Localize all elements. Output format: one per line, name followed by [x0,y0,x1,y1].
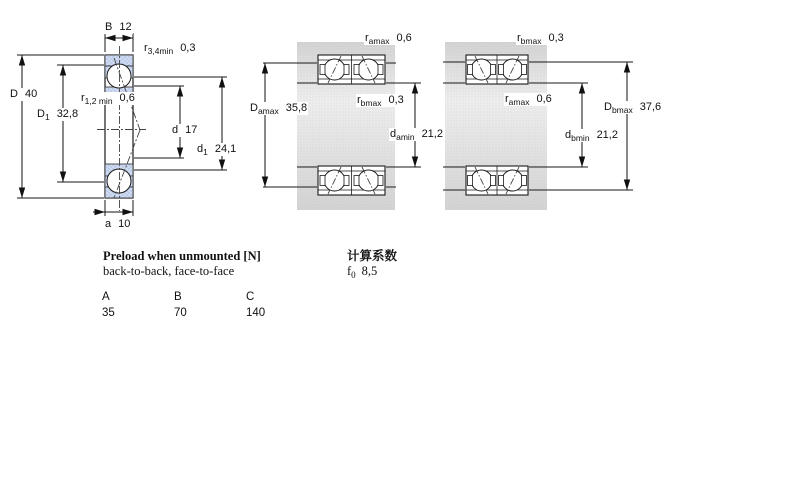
dim-label-B: B 12 [105,21,132,33]
dim-label-Damax: $D_{amax}$ 35,8 [250,102,308,116]
dim-label-r34min: $r_{3,4min}$ 0,3 [144,42,196,56]
dim-label-Dbmax: $D_{bmax}$ 37,6 [604,101,662,115]
dim-label-D: D 40 [10,88,38,100]
preload-value-c: 140 [246,307,266,319]
preload-value-b: 70 [174,307,187,319]
preload-col-a: A [102,291,110,303]
dim-label-ramax-housing: $r_{amax}$ 0,6 [505,93,552,107]
dim-label-dbmin: $d_{bmin}$ 21,2 [565,129,618,143]
dim-label-damin: $d_{amin}$ 21,2 [390,128,443,142]
dim-label-D1: $D_1$ 32,8 [37,108,79,122]
housing-abutment-figure [443,42,633,210]
calculation-factor-f0: $f_0$ 8,5 [347,264,378,280]
dim-label-ramax-shaft: $r_{amax}$ 0,6 [365,32,412,46]
preload-col-b: B [174,291,182,303]
dim-label-a: a 10 [105,218,131,230]
dim-label-r12min: $r_{1,2 min}$ 0,6 [81,92,135,106]
preload-subtitle: back-to-back, face-to-face [103,264,235,278]
preload-table-values [102,307,318,319]
preload-table-header [102,291,318,303]
dim-label-d1: $d_1$ 24,1 [197,143,237,157]
dim-label-rbmax-housing: $r_{bmax}$ 0,3 [517,32,564,46]
preload-title: Preload when unmounted [N] [103,249,261,263]
shaft-abutment-figure [263,42,421,210]
dim-label-rbmax-shaft: $r_{bmax}$ 0,3 [357,94,404,108]
preload-col-c: C [246,291,255,303]
preload-value-a: 35 [102,307,115,319]
calculation-factors-title: 计算系数 [347,249,398,263]
dim-label-d: d 17 [172,124,198,136]
